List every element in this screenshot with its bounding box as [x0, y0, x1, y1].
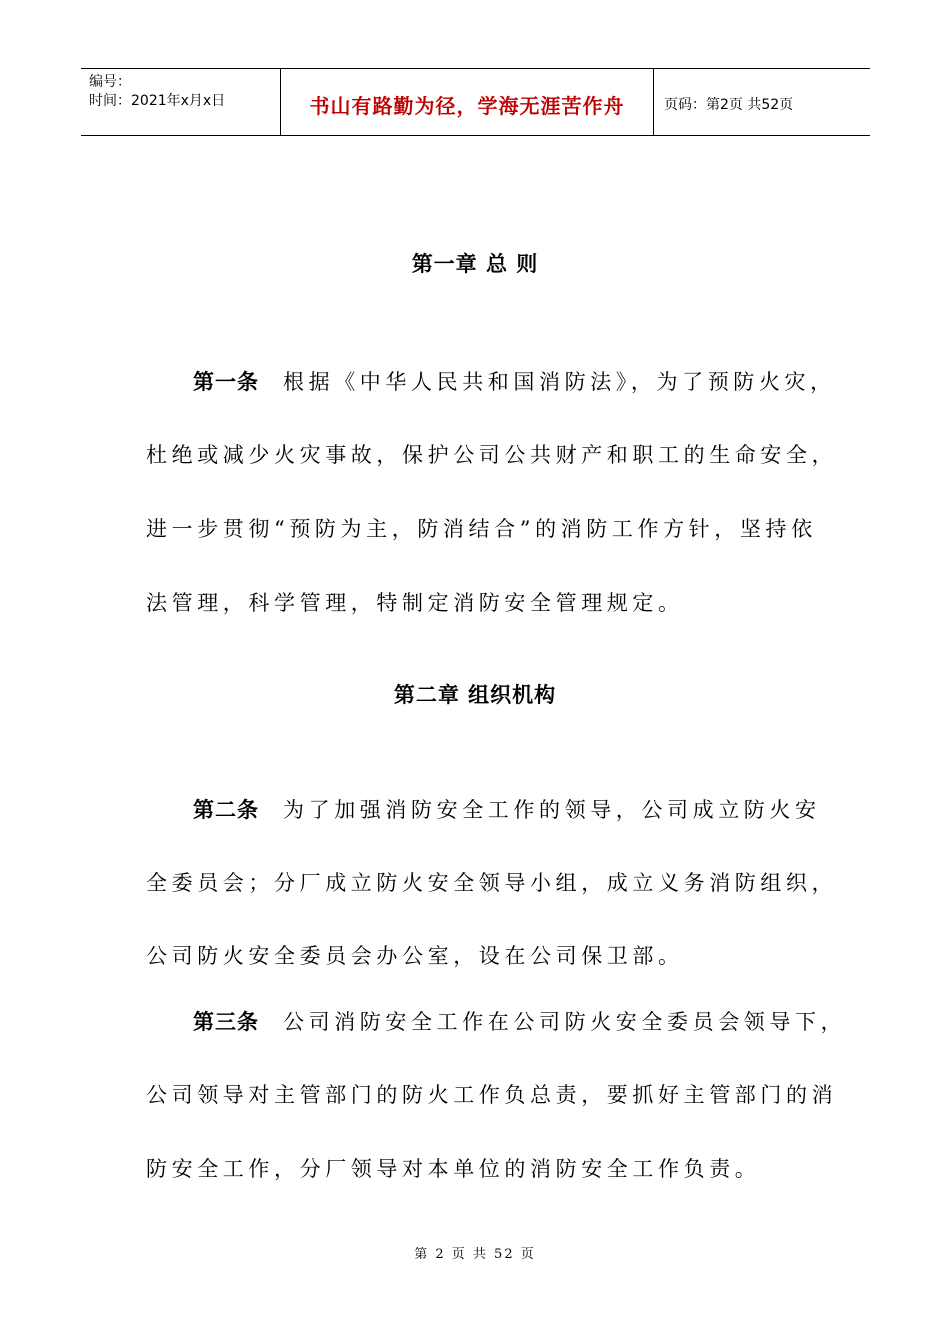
article-2-line-1	[193, 794, 821, 824]
article-1-line-3: 进一步贯彻“预防为主，防消结合”的消防工作方针，坚持依	[146, 517, 817, 541]
article-2-line-3: 公司防火安全委员会办公室，设在公司保卫部。	[146, 944, 684, 968]
header-meta	[81, 69, 281, 135]
article-1-line-2: 杜绝或减少火灾事故，保护公司公共财产和职工的生命安全，	[146, 443, 838, 467]
article-1-line-1	[193, 366, 836, 396]
article-3-line-2: 公司领导对主管部门的防火工作负总责，要抓好主管部门的消	[146, 1083, 838, 1107]
article-2-line-2: 全委员会；分厂成立防火安全领导小组，成立义务消防组织，	[146, 871, 838, 895]
article-3-line-3: 防安全工作，分厂领导对本单位的消防安全工作负责。	[146, 1157, 761, 1181]
article-3-line-1	[193, 1006, 846, 1036]
article-2-text-1: 为了加强消防安全工作的领导，公司成立防火安	[283, 798, 821, 822]
article-1-label: 第一条	[193, 370, 259, 394]
header-page-info: 页码：第2页 共52页	[664, 97, 794, 113]
time-label: 时间：2021年x月x日	[89, 93, 226, 109]
article-3-text-1: 公司消防安全工作在公司防火安全委员会领导下，	[283, 1010, 847, 1034]
chapter-title-1: 第一章 总 则	[411, 252, 539, 276]
article-1-text-1: 根据《中华人民共和国消防法》，为了预防火灾，	[283, 370, 836, 394]
chapter-title-2: 第二章 组织机构	[393, 683, 557, 707]
header-motto: 书山有路勤为径，学海无涯苦作舟	[281, 69, 654, 135]
article-2-label: 第二条	[193, 798, 259, 822]
article-3-label: 第三条	[193, 1010, 259, 1034]
page-header	[81, 68, 870, 136]
article-1-line-4: 法管理，科学管理，特制定消防安全管理规定。	[146, 591, 684, 615]
page-footer: 第 2 页 共 52 页	[414, 1247, 536, 1262]
number-label: 编号：	[89, 74, 131, 90]
